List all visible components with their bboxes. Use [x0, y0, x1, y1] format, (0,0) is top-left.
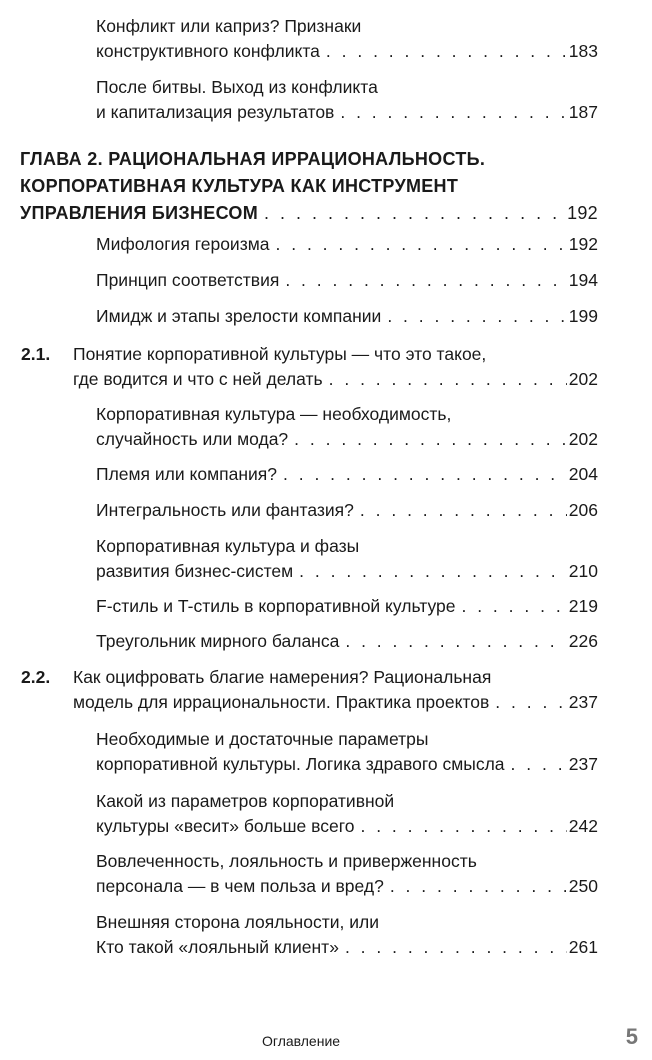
toc-entry	[96, 594, 598, 619]
toc-entry-line: Интегральность или фантазия?	[96, 500, 354, 520]
toc-entry-line: случайность или мода?	[96, 429, 289, 449]
toc-entry	[96, 268, 598, 293]
chapter-line: УПРАВЛЕНИЯ БИЗНЕСОМ	[20, 203, 259, 223]
leader-dots	[360, 814, 566, 839]
toc-entry-line: После битвы. Выход из конфликта	[96, 77, 378, 97]
leader-dots	[276, 232, 567, 257]
page-ref: 206	[568, 500, 598, 520]
toc-entry	[96, 14, 598, 64]
leader-dots	[264, 200, 565, 227]
toc-entry-line: F-стиль и T-стиль в корпоративной культуре	[96, 596, 456, 616]
toc-entry	[96, 789, 598, 839]
chapter-line: КОРПОРАТИВНАЯ КУЛЬТУРА КАК ИНСТРУМЕНТ	[20, 176, 459, 196]
section-entry	[21, 342, 598, 392]
toc-entry-line: Какой из параметров корпоративной	[96, 791, 395, 811]
toc-entry	[96, 402, 598, 452]
toc-entry-line: корпоративной культуры. Логика здравого смысла	[96, 754, 505, 774]
toc-entry-line: конструктивного конфликта	[96, 41, 320, 61]
chapter-line: ГЛАВА 2. РАЦИОНАЛЬНАЯ ИРРАЦИОНАЛЬНОСТЬ.	[20, 149, 486, 169]
page-ref: 210	[568, 561, 598, 581]
page-ref: 192	[568, 234, 598, 254]
section-number: 2.2.	[21, 667, 51, 687]
leader-dots	[360, 498, 567, 523]
page-ref: 226	[568, 631, 598, 651]
toc-entry-line: Необходимые и достаточные параметры	[96, 729, 429, 749]
leader-dots	[285, 268, 566, 293]
toc-entry	[96, 232, 598, 257]
toc-entry-line: Кто такой «лояльный клиент»	[96, 937, 339, 957]
leader-dots	[299, 559, 567, 584]
leader-dots	[461, 594, 566, 619]
toc-entry-line: Племя или компания?	[96, 464, 277, 484]
leader-dots	[283, 462, 567, 487]
page-ref: 204	[568, 464, 598, 484]
toc-entry-line: Вовлеченность, лояльность и приверженность	[96, 851, 477, 871]
leader-dots	[340, 100, 566, 125]
toc-entry	[96, 462, 598, 487]
page-ref: 194	[568, 270, 598, 290]
chapter-heading	[20, 146, 598, 227]
leader-dots	[345, 935, 567, 960]
toc-entry-line: развития бизнес-систем	[96, 561, 294, 581]
leader-dots	[294, 427, 567, 452]
section-number: 2.1.	[21, 344, 51, 364]
toc-entry-line: где водится и что с ней делать	[73, 369, 323, 389]
page-ref: 187	[568, 102, 598, 122]
toc-entry	[96, 910, 598, 960]
page-ref: 202	[568, 429, 598, 449]
toc-entry-line: культуры «весит» больше всего	[96, 816, 355, 836]
toc-entry-line: Мифология героизма	[96, 234, 270, 254]
toc-entry-line: персонала — в чем польза и вред?	[96, 876, 384, 896]
page-ref: 261	[568, 937, 598, 957]
section-entry	[21, 665, 598, 715]
leader-dots	[511, 752, 567, 777]
page-ref: 219	[568, 596, 598, 616]
toc-entry	[96, 75, 598, 125]
toc-entry	[96, 849, 598, 899]
page-ref: 242	[568, 816, 598, 836]
toc-entry-line: Как оцифровать благие намерения? Рациональная	[73, 667, 492, 687]
toc-entry-line: и капитализация результатов	[96, 102, 335, 122]
leader-dots	[329, 367, 567, 392]
page-ref: 237	[568, 754, 598, 774]
toc-entry-line: Треугольник мирного баланса	[96, 631, 340, 651]
page-ref: 183	[568, 41, 598, 61]
toc-entry-line: Понятие корпоративной культуры — что это такое,	[73, 344, 487, 364]
toc-entry-line: Принцип соответствия	[96, 270, 280, 290]
toc-entry	[96, 629, 598, 654]
toc-entry-line: Корпоративная культура и фазы	[96, 536, 360, 556]
toc-entry	[96, 498, 598, 523]
page-ref: 250	[568, 876, 598, 896]
leader-dots	[495, 690, 567, 715]
toc-entry-line: Корпоративная культура — необходимость,	[96, 404, 452, 424]
leader-dots	[326, 39, 567, 64]
leader-dots	[390, 874, 567, 899]
page-number: 5	[625, 1024, 638, 1049]
running-footer: Оглавление	[262, 1033, 341, 1049]
toc-entry-line: модель для иррациональности. Практика проектов	[73, 692, 490, 712]
leader-dots	[345, 629, 566, 654]
toc-entry	[96, 304, 598, 329]
toc-entry-line: Внешняя сторона лояльности, или	[96, 912, 379, 932]
page-ref: 237	[568, 692, 598, 712]
toc-entry	[96, 727, 598, 777]
toc-entry-line: Имидж и этапы зрелости компании	[96, 306, 382, 326]
page-ref: 192	[567, 203, 598, 223]
page-ref: 199	[568, 306, 598, 326]
toc-entry	[96, 534, 598, 584]
page-ref: 202	[568, 369, 598, 389]
toc-entry-line: Конфликт или каприз? Признаки	[96, 16, 362, 36]
leader-dots	[387, 304, 566, 329]
